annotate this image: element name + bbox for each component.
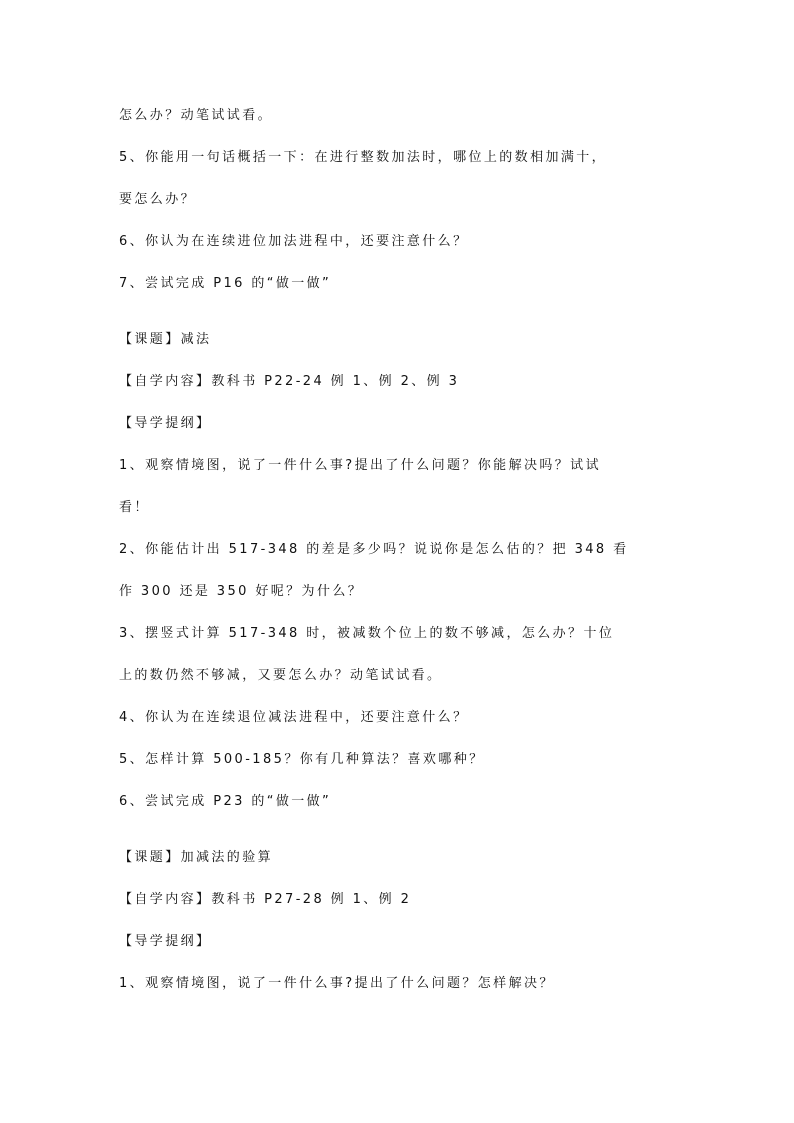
text-line-13: 3、摆竖式计算 517-348 时，被减数个位上的数不够减，怎么办？十位 (119, 626, 615, 641)
text-line-8: 【导学提纲】 (119, 416, 212, 431)
text-line-5: 7、尝试完成 P16 的“做一做” (119, 276, 332, 291)
text-line-19: 【自学内容】教科书 P27-28 例 1、例 2 (119, 892, 412, 907)
section-title-verification: 【课题】加减法的验算 (119, 850, 274, 865)
text-line-20: 【导学提纲】 (119, 934, 212, 949)
text-line-14: 上的数仍然不够减，又要怎么办？动笔试试看。 (119, 668, 443, 683)
text-line-12: 作 300 还是 350 好呢？为什么？ (119, 584, 364, 599)
section-title-subtraction: 【课题】减法 (119, 332, 212, 347)
text-line-9: 1、观察情境图，说了一件什么事?提出了什么问题？你能解决吗？试试 (119, 458, 601, 473)
text-line-4: 6、你认为在连续进位加法进程中，还要注意什么？ (119, 234, 469, 249)
text-line-2: 5、你能用一句话概括一下：在进行整数加法时，哪位上的数相加满十， (119, 150, 608, 165)
text-line-1: 怎么办？动笔试试看。 (119, 108, 274, 123)
text-line-15: 4、你认为在连续退位减法进程中，还要注意什么？ (119, 710, 469, 725)
text-line-3: 要怎么办？ (119, 192, 197, 207)
text-line-16: 5、怎样计算 500-185？你有几种算法？喜欢哪种？ (119, 752, 485, 767)
text-line-7: 【自学内容】教科书 P22-24 例 1、例 2、例 3 (119, 374, 460, 389)
text-line-10: 看！ (119, 500, 150, 515)
text-line-21: 1、观察情境图，说了一件什么事?提出了什么问题？怎样解决？ (119, 976, 555, 991)
text-line-17: 6、尝试完成 P23 的“做一做” (119, 794, 332, 809)
text-line-11: 2、你能估计出 517-348 的差是多少吗？说说你是怎么估的？把 348 看 (119, 542, 629, 557)
